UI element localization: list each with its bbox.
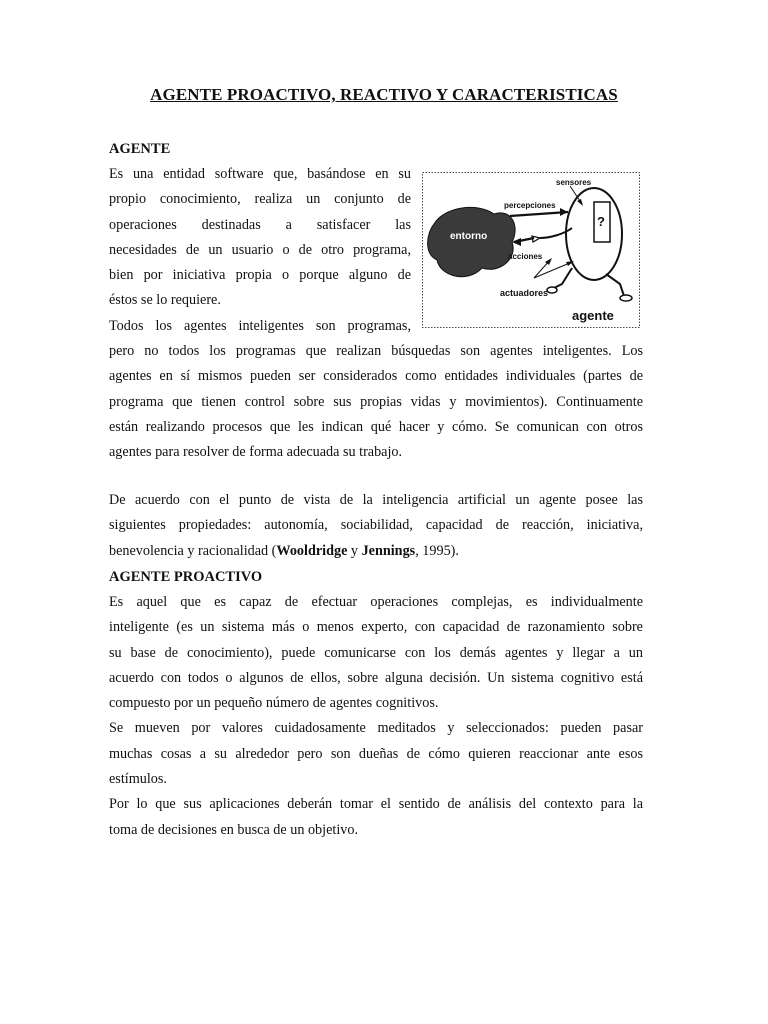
text-line: muchas cosas a su alrededor pero son dueñas de cómo quieren reaccionar ante esos	[109, 745, 643, 762]
text-line: su base de conocimiento), puede comunicarse con los demás agentes y llegar a un	[109, 644, 643, 661]
text-line-citation	[109, 539, 643, 564]
citation-author-2: Jennings	[361, 542, 416, 559]
text-line: necesidades de un usuario o de otro programa,	[109, 241, 411, 258]
text-line: agentes en sí mismos pueden ser considerados como entidades individuales (partes de	[109, 368, 643, 385]
text-line: Es aquel que es capaz de efectuar operaciones complejas, es individualmente	[109, 594, 643, 610]
properties-paragraph	[109, 488, 643, 564]
text-line: Es una entidad software que, basándose en su	[109, 166, 411, 182]
percepciones-label: percepciones	[504, 201, 556, 210]
text-line: propio conocimiento, realiza un conjunto de	[109, 191, 411, 208]
actuadores-label: actuadores	[500, 288, 549, 298]
text-line: operaciones destinadas a satisfacer las	[109, 216, 411, 233]
question-mark-label: ?	[597, 214, 605, 229]
citation-author-1: Wooldridge	[276, 542, 348, 559]
document-title: AGENTE PROACTIVO, REACTIVO Y CARACTERISTICAS	[150, 85, 618, 104]
proactivo-paragraph	[109, 590, 643, 843]
text-line: programa que tienen control sobre sus propias vidas y movimientos). Continuamente	[109, 393, 643, 410]
text-line: bien por iniciativa propia o porque alguno de	[109, 267, 411, 284]
diagram-graphic	[422, 172, 640, 328]
agente-intro-paragraph	[109, 162, 411, 339]
agente-label: agente	[572, 308, 614, 323]
text-line: estímulos.	[109, 771, 167, 788]
text-line: inteligente (es un sistema más o menos experto, con capacidad de razonamiento sobre	[109, 619, 643, 636]
agente-body-paragraph	[109, 339, 643, 465]
text-line: acuerdo con todos o algunos de ellos, sobre alguna decisión. Un sistema cognitivo está	[109, 669, 643, 686]
section-heading-agente-proactivo: AGENTE PROACTIVO	[109, 569, 263, 585]
agent-environment-diagram	[422, 172, 640, 328]
entorno-label: entorno	[450, 231, 488, 242]
text-line: toma de decisiones en busca de un objetivo.	[109, 821, 359, 838]
citation-conjunction: y	[347, 542, 362, 559]
text-line: están realizando procesos que les indican qué hacer y cómo. Se comunican con otros	[109, 418, 643, 435]
text-line: De acuerdo con el punto de vista de la inteligencia artificial un agente posee las	[109, 492, 643, 508]
text-line: compuesto por un pequeño número de agentes cognitivos.	[109, 695, 439, 712]
text-line: Por lo que sus aplicaciones deberán tomar el sentido de análisis del contexto para la	[109, 796, 643, 813]
section-heading-agente: AGENTE	[109, 141, 171, 157]
citation-prefix: benevolencia y racionalidad (	[109, 542, 277, 559]
text-line: agentes para resolver de forma adecuada su trabajo.	[109, 444, 403, 461]
text-line: Se mueven por valores cuidadosamente meditados y seleccionados: pueden pasar	[109, 720, 643, 737]
text-line: Todos los agentes inteligentes son programas,	[109, 317, 411, 334]
text-line: siguientes propiedades: autonomía, sociabilidad, capacidad de reacción, iniciativa,	[109, 517, 643, 534]
text-line: pero no todos los programas que realizan búsquedas son agentes inteligentes. Los	[109, 343, 643, 359]
citation-suffix: , 1995).	[415, 542, 459, 559]
acciones-label: acciones	[508, 252, 543, 261]
text-line: éstos se lo requiere.	[109, 292, 221, 309]
sensores-label: sensores	[556, 178, 592, 187]
